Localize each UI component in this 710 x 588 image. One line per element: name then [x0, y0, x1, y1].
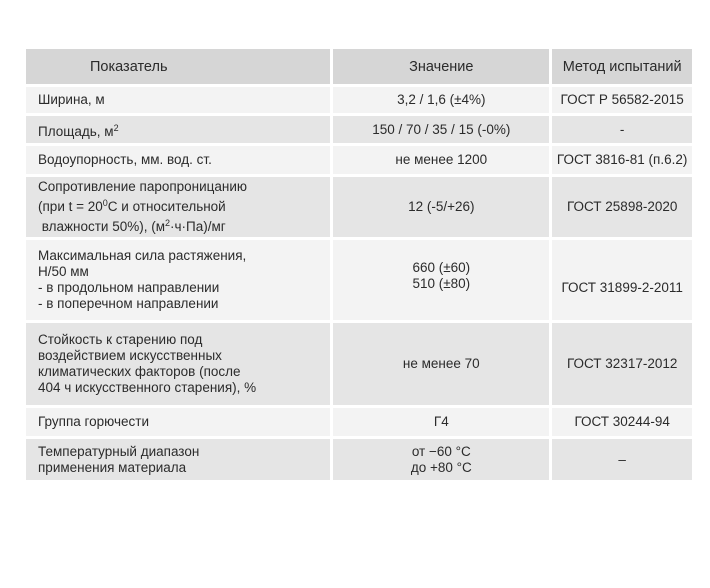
row-parameter	[26, 177, 330, 237]
row-value: 150 / 70 / 35 / 15 (-0%)	[330, 116, 552, 143]
row-value: 3,2 / 1,6 (±4%)	[330, 87, 552, 113]
row-parameter: Максимальная сила растяжения, Н/50 мм - в продольном направлении - в поперечном направлении	[26, 240, 330, 320]
row-test-method: -	[552, 116, 692, 143]
table-header-row	[26, 49, 692, 84]
superscript: 0	[102, 198, 108, 208]
row-value: 12 (-5/+26)	[330, 177, 552, 237]
table-row	[26, 116, 692, 143]
table-row	[26, 146, 692, 174]
row-value: не менее 1200	[330, 146, 552, 174]
header-parameter: Показатель	[26, 49, 330, 84]
header-test-method: Метод испытаний	[552, 49, 692, 84]
row-parameter-text: ·ч·Па)/мг	[170, 219, 226, 234]
row-value: Г4	[330, 408, 552, 436]
row-parameter-text: влажности 50%), (м	[38, 219, 166, 234]
header-value: Значение	[330, 49, 552, 84]
superscript: 2	[165, 218, 171, 228]
row-parameter	[26, 116, 330, 143]
table-row	[26, 439, 692, 480]
row-parameter: Ширина, м	[26, 87, 330, 113]
row-parameter-text: (при t = 20	[38, 199, 103, 214]
row-parameter-line: Сопротивление паропроницанию	[38, 179, 248, 194]
row-value: от −60 °С до +80 °С	[330, 439, 552, 480]
table-row	[26, 323, 692, 405]
row-parameter: Температурный диапазон применения материала	[26, 439, 330, 480]
row-parameter-line	[38, 195, 330, 215]
row-test-method: ГОСТ 32317-2012	[552, 323, 692, 405]
table-row	[26, 177, 692, 237]
row-parameter: Стойкость к старению под воздействием искусственных климатических факторов (после 404 ч искусственного старения), %	[26, 323, 330, 405]
row-test-method: ГОСТ 3816-81 (п.6.2)	[552, 146, 692, 174]
row-test-method: –	[552, 439, 692, 480]
row-parameter: Водоупорность, мм. вод. ст.	[26, 146, 330, 174]
row-test-method: ГОСТ 25898-2020	[552, 177, 692, 237]
row-test-method: ГОСТ Р 56582-2015	[552, 87, 692, 113]
row-parameter-line	[38, 215, 330, 235]
specifications-table	[26, 46, 692, 483]
row-test-method: ГОСТ 31899-2-2011	[552, 240, 692, 320]
table-row	[26, 240, 692, 320]
row-parameter: Группа горючести	[26, 408, 330, 436]
superscript: 2	[113, 122, 119, 133]
row-parameter-text: C и относительной	[107, 199, 226, 214]
row-test-method: ГОСТ 30244-94	[552, 408, 692, 436]
table-row	[26, 87, 692, 113]
table-row	[26, 408, 692, 436]
row-value: не менее 70	[330, 323, 552, 405]
row-parameter-text: Площадь, м	[38, 123, 114, 139]
row-value: 660 (±60) 510 (±80)	[330, 240, 552, 320]
